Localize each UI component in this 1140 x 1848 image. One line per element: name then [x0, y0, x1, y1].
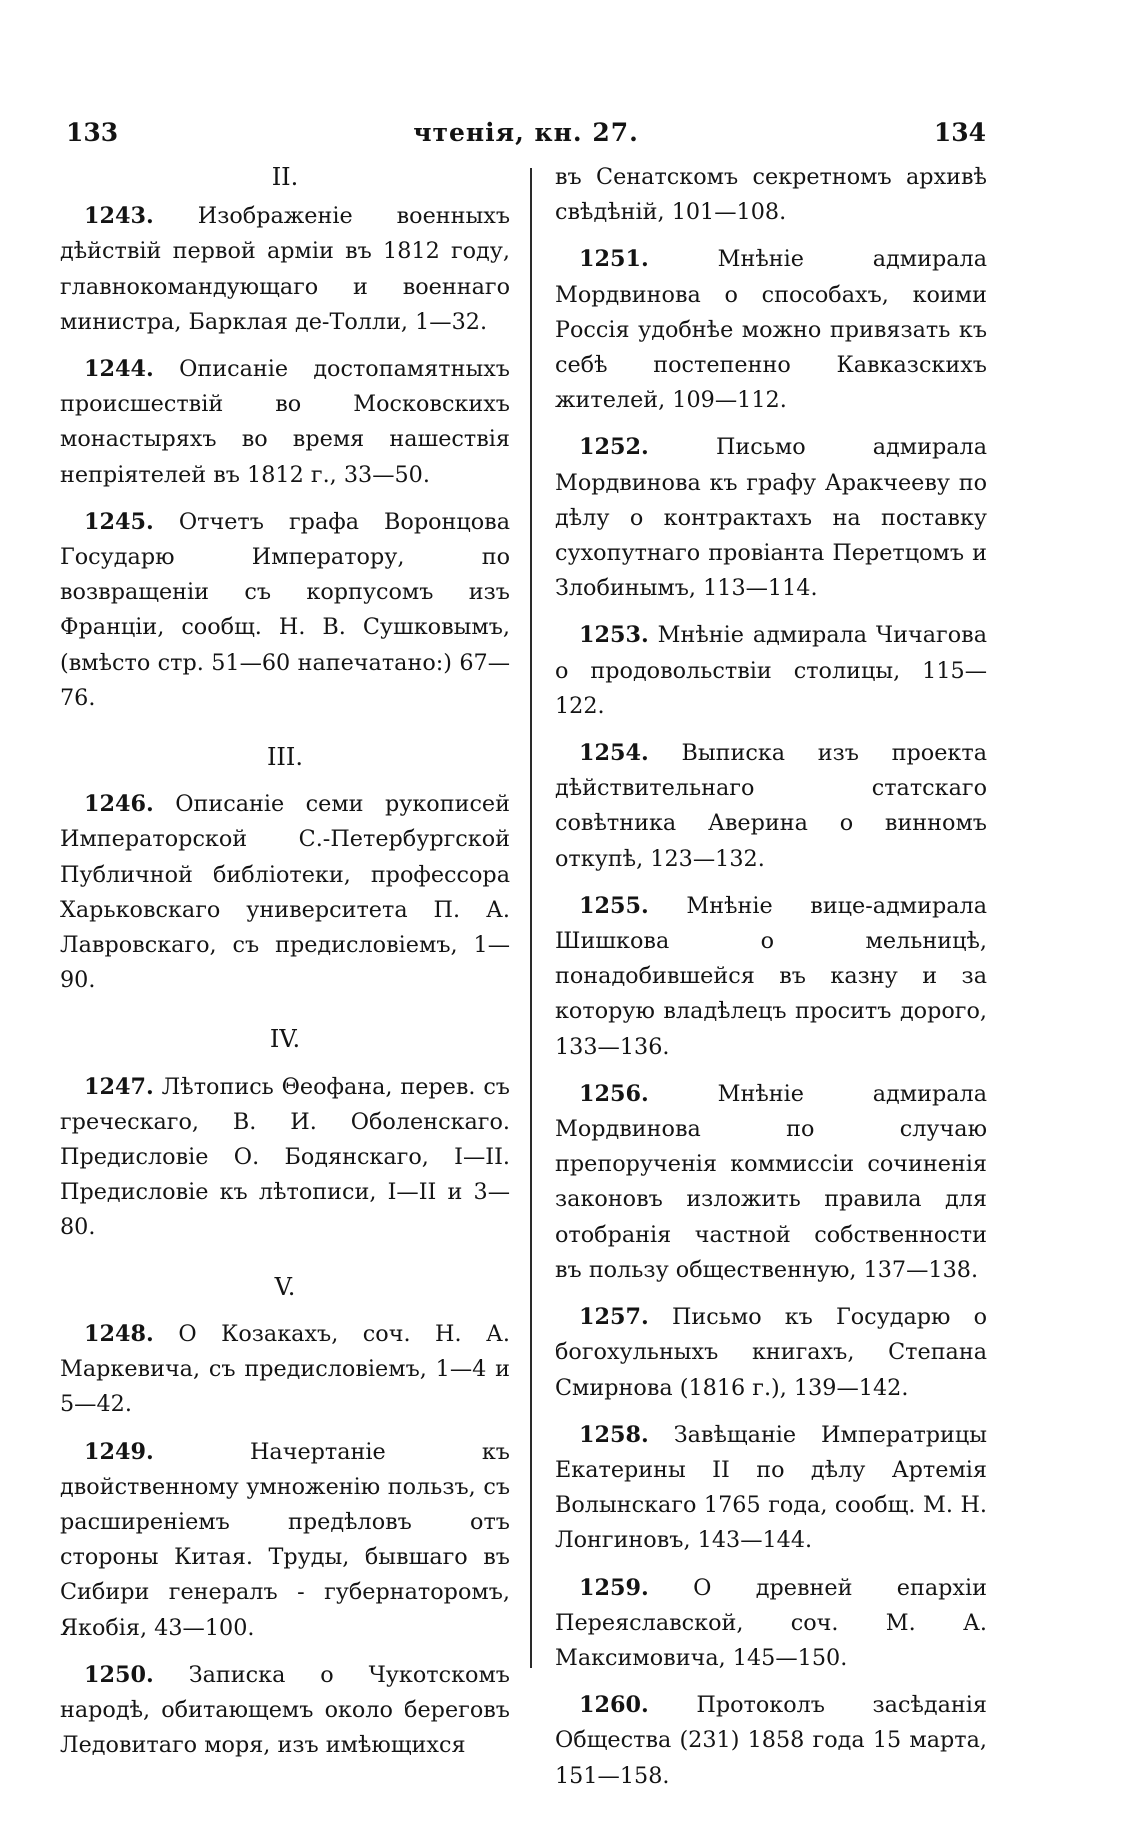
- catalog-entry: [60, 199, 510, 340]
- entry-text: Начертаніе къ двойственному умноженію пользъ, съ расширеніемъ предѣловъ отъ стороны Китая. Труды, бывшаго въ Сибири генералъ - губернаторомъ, Якобія, 43—100.: [60, 1438, 510, 1641]
- catalog-entry: [60, 1658, 510, 1764]
- entry-number: 1259.: [579, 1574, 649, 1601]
- column-divider: [530, 168, 532, 1668]
- section-heading: V.: [274, 1272, 296, 1301]
- entry-text: Мнѣніе адмирала Мордвинова по случаю препорученія коммиссіи сочиненія законовъ изложить правила для отобранія частной собственности въ пользу общественную, 137—138.: [555, 1080, 987, 1283]
- catalog-entry: [555, 430, 987, 606]
- entry-text: О древней епархіи Переяславской, соч. М. А. Максимовича, 145—150.: [555, 1574, 987, 1671]
- entry-number: 1248.: [84, 1320, 154, 1347]
- entry-number: 1249.: [84, 1438, 154, 1465]
- entry-number: 1250.: [84, 1661, 154, 1688]
- entry-text: Описаніе достопамятныхъ происшествій во Московскихъ монастыряхъ во время нашествія непріятелей въ 1812 г., 33—50.: [60, 356, 510, 488]
- entry-number: 1257.: [579, 1304, 649, 1331]
- entry-text: Мнѣніе адмирала Мордвинова о способахъ, коими Россія удобнѣе можно привязать къ себѣ постепенно Кавказскихъ жителей, 109—112.: [555, 246, 987, 414]
- entry-number: 1254.: [579, 740, 649, 767]
- right-column: [555, 160, 987, 1806]
- catalog-entry: [60, 1435, 510, 1646]
- catalog-entry: [555, 1418, 987, 1559]
- section-heading: II.: [271, 163, 299, 191]
- running-title: чтенія, кн. 27.: [413, 118, 639, 147]
- entry-text: Изображеніе военныхъ дѣйствій первой арміи въ 1812 году, главнокомандующаго и военнаго министра, Барклая де-Толли, 1—32.: [60, 203, 511, 335]
- page-header: [66, 118, 986, 158]
- entry-number: 1246.: [84, 791, 154, 818]
- catalog-entry: [555, 1077, 987, 1288]
- entry-text: Письмо къ Государю о богохульныхъ книгахъ, Степана Смирнова (1816 г.), 139—142.: [555, 1304, 987, 1401]
- entry-number: 1253.: [579, 622, 649, 649]
- entry-text: Мнѣніе вице-адмирала Шишкова о мельницѣ, понадобившейся въ казну и за которую владѣлецъ проситъ дорого, 133—136.: [555, 892, 987, 1060]
- entry-text: Лѣтопись Θеофана, перев. съ греческаго, В. И. Оболенскаго. Предисловіе О. Бодянскаго, I—II. Предисловіе къ лѣтописи, I—II и 3—80.: [60, 1073, 510, 1241]
- catalog-entry: [555, 618, 987, 724]
- entry-number: 1252.: [579, 434, 649, 461]
- entry-text: Протоколъ засѣданія Общества (231) 1858 года 15 марта, 151—158.: [555, 1692, 987, 1789]
- catalog-entry: [555, 736, 987, 877]
- catalog-entry: [555, 1688, 987, 1794]
- entry-number: 1260.: [579, 1692, 649, 1719]
- entry-number: 1258.: [579, 1421, 649, 1448]
- entry-number: 1255.: [579, 892, 649, 919]
- catalog-entry: [60, 1070, 510, 1246]
- catalog-entry: [60, 787, 510, 998]
- entry-number: 1247.: [84, 1073, 154, 1100]
- catalog-entry: [555, 889, 987, 1065]
- page-number-left: 133: [66, 118, 119, 147]
- entry-number: 1256.: [579, 1080, 649, 1107]
- catalog-entry: [60, 505, 510, 716]
- entry-number: 1243.: [84, 203, 154, 230]
- entry-text: въ Сенатскомъ секретномъ архивѣ свѣдѣній, 101—108.: [555, 164, 987, 226]
- catalog-entry: [555, 1571, 987, 1677]
- entry-text: Завѣщаніе Императрицы Екатерины II по дѣлу Артемія Волынскаго 1765 года, сообщ. М. Н. Лонгиновъ, 143—144.: [555, 1421, 987, 1554]
- entry-text: Мнѣніе адмирала Чичагова о продовольствіи столицы, 115—122.: [555, 622, 987, 719]
- catalog-entry: [60, 1317, 510, 1423]
- catalog-entry: [555, 1300, 987, 1406]
- section-heading: III.: [266, 743, 304, 772]
- entry-number: 1244.: [84, 356, 154, 383]
- section-heading: IV.: [269, 1025, 301, 1054]
- entry-text: О Козакахъ, соч. Н. А. Маркевича, съ предисловіемъ, 1—4 и 5—42.: [60, 1320, 511, 1418]
- entry-text: Описаніе семи рукописей Императорской С.-Петербургской Публичной библіотеки, профессора Харьковскаго университета П. А. Лавровскаго, съ предисловіемъ, 1—90.: [60, 791, 510, 994]
- entry-number: 1245.: [84, 508, 154, 535]
- catalog-entry: [555, 242, 987, 418]
- entry-text: Отчетъ графа Воронцова Государю Императору, по возвращеніи съ корпусомъ изъ Франціи, сообщ. Н. В. Сушковымъ, (вмѣсто стр. 51—60 напечатано:) 67—76.: [60, 508, 510, 711]
- entry-number: 1251.: [579, 246, 649, 273]
- entry-continuation: [555, 160, 987, 230]
- page-number-right: 134: [933, 118, 986, 147]
- entry-text: Записка о Чукотскомъ народѣ, обитающемъ около береговъ Ледовитаго моря, изъ имѣющихся: [60, 1661, 510, 1759]
- entry-text: Выписка изъ проекта дѣйствительнаго статскаго совѣтника Аверина о винномъ откупѣ, 123—132.: [555, 740, 987, 872]
- entry-text: Письмо адмирала Мордвинова къ графу Аракчееву по дѣлу о контрактахъ на поставку сухопутнаго провіанта Перетцомъ и Злобинымъ, 113—114.: [555, 434, 987, 602]
- catalog-entry: [60, 352, 510, 493]
- left-column: [60, 160, 510, 1775]
